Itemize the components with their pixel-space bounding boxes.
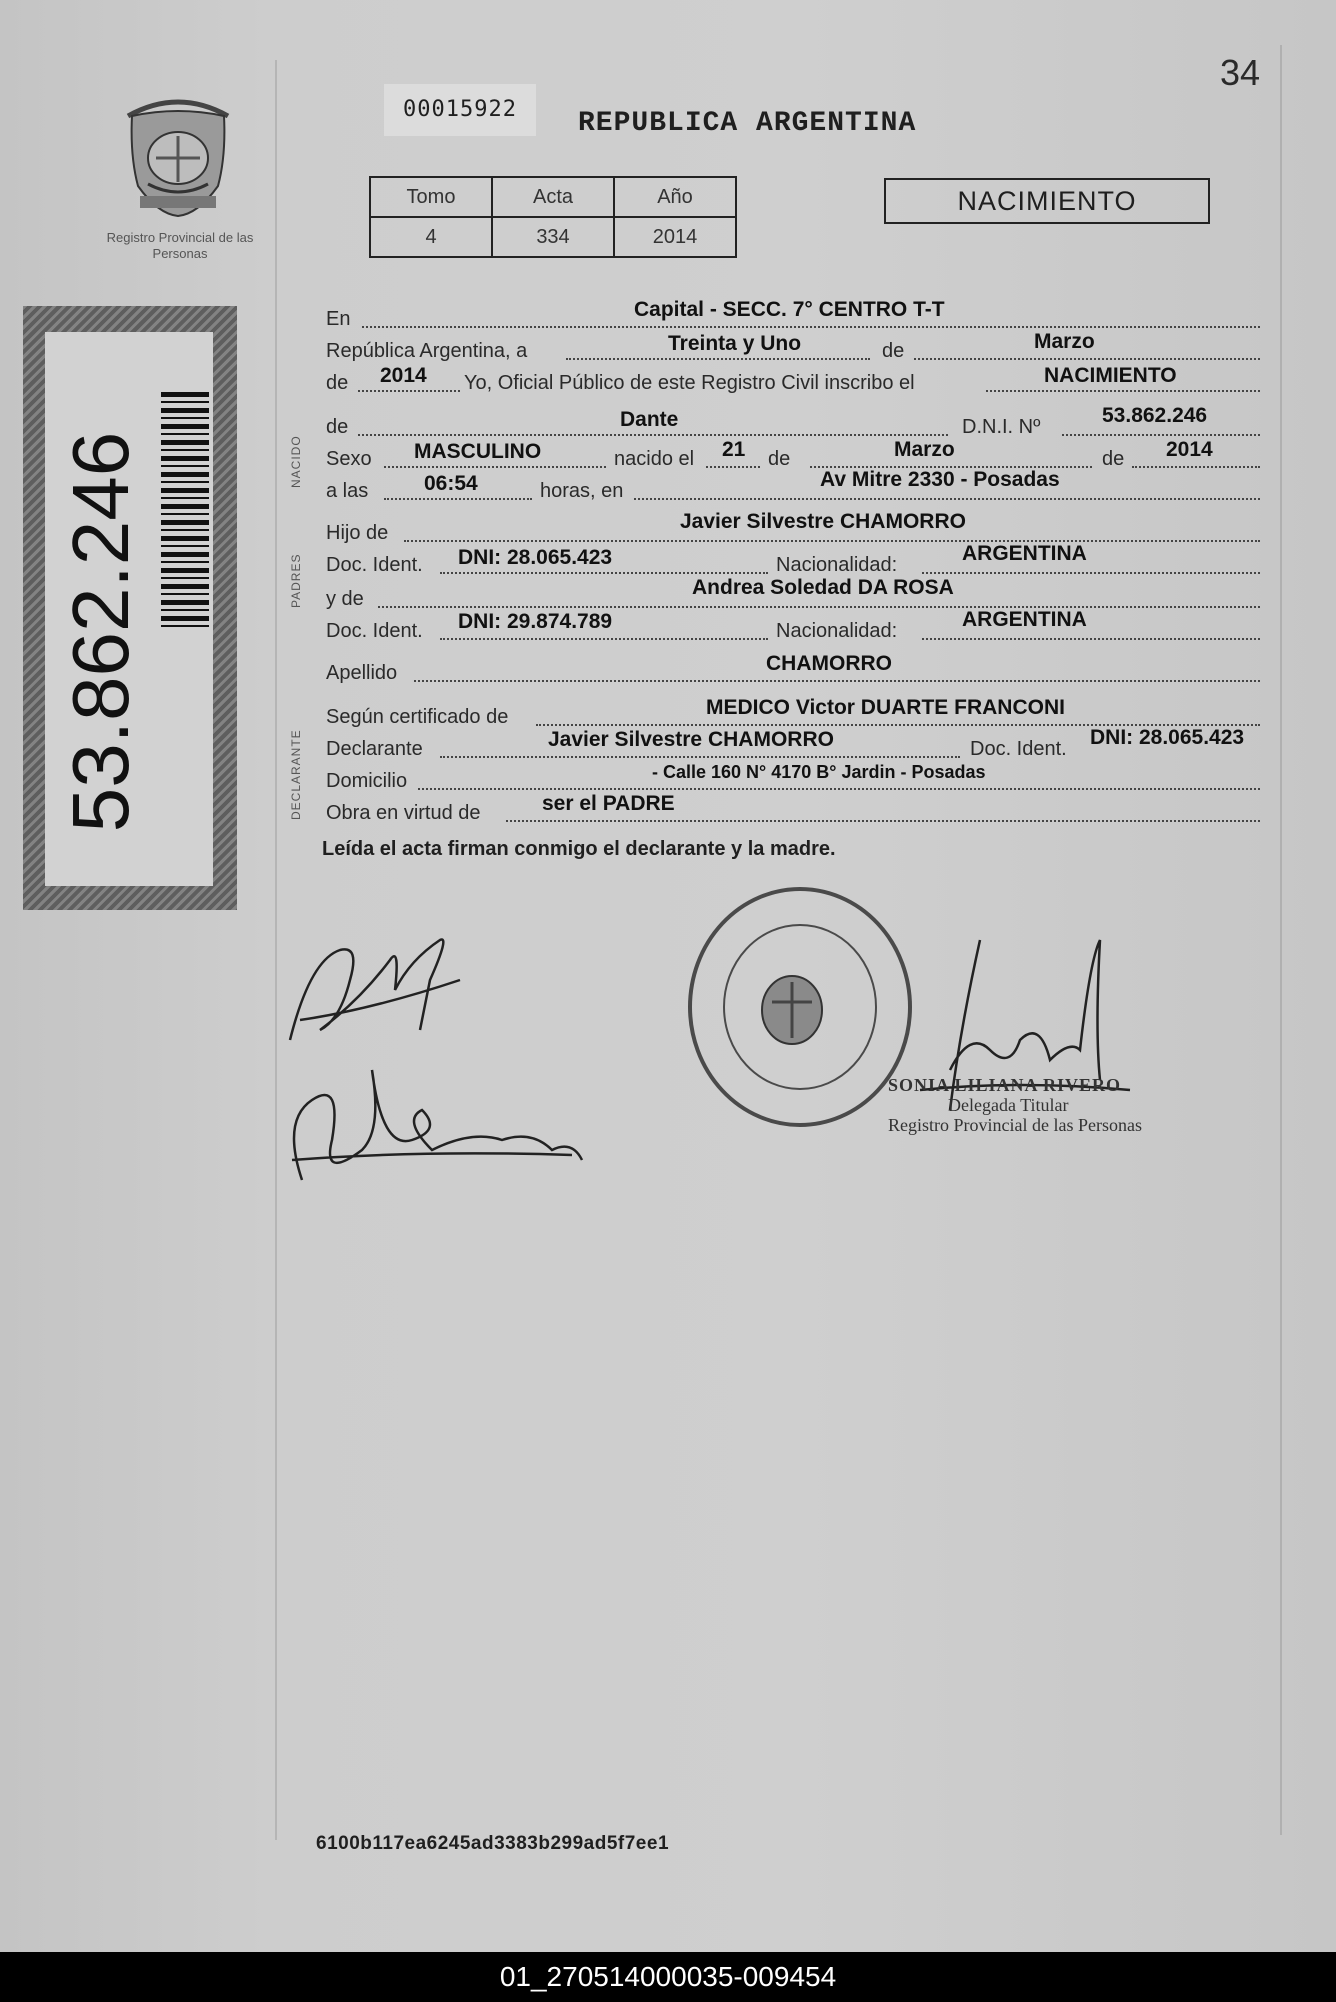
value-padre: Javier Silvestre CHAMORRO — [680, 510, 966, 533]
label-hijo-de: Hijo de — [326, 522, 389, 544]
footer-id: 01_270514000035-009454 — [0, 1952, 1336, 2002]
dots — [362, 326, 1260, 328]
closing-statement: Leída el acta firman conmigo el declarante y la madre. — [322, 838, 836, 860]
value-mes-inscripcion: Marzo — [1034, 330, 1095, 353]
value-anio-inscripcion: 2014 — [380, 364, 427, 387]
label-de: de — [1102, 448, 1125, 470]
record-table — [369, 176, 737, 258]
dots — [358, 390, 460, 392]
label-de: de — [326, 372, 349, 394]
value-anio-nac: 2014 — [1166, 438, 1213, 461]
document-title: REPUBLICA ARGENTINA — [578, 108, 917, 139]
label-yo: Yo, Oficial Público de este Registro Civil inscribo el — [464, 372, 915, 394]
officer-role: Delegada Titular — [948, 1095, 1069, 1115]
label-y-de: y de — [326, 588, 364, 610]
dots — [378, 606, 1260, 608]
label-de: de — [768, 448, 791, 470]
officer-office: Registro Provincial de las Personas — [888, 1115, 1142, 1135]
dots — [506, 820, 1260, 822]
label-obra: Obra en virtud de — [326, 802, 481, 824]
dots — [440, 756, 960, 758]
side-label-declarante: DECLARANTE — [289, 729, 303, 820]
officer-block — [888, 1075, 1142, 1135]
anio-header: Año — [614, 177, 736, 217]
barcode-number: 53.862.246 — [56, 431, 145, 833]
side-label-nacido: NACIDO — [289, 435, 303, 488]
dots — [706, 466, 760, 468]
registry-caption: Registro Provincial de las Personas — [106, 230, 254, 261]
label-declarante: Declarante — [326, 738, 423, 760]
value-obra: ser el PADRE — [542, 792, 675, 815]
dots — [418, 788, 1260, 790]
label-sexo: Sexo — [326, 448, 372, 470]
officer-name: SONIA LILIANA RIVERO — [888, 1075, 1122, 1095]
value-tipo: NACIMIENTO — [1044, 364, 1177, 387]
dots — [634, 498, 1260, 500]
dots — [1062, 434, 1260, 436]
value-madre-nac: ARGENTINA — [962, 608, 1087, 631]
acta-header: Acta — [492, 177, 614, 217]
barcode-label — [23, 306, 237, 910]
value-dia-letras: Treinta y Uno — [668, 332, 802, 355]
side-label-padres: PADRES — [289, 553, 303, 608]
right-margin-rule — [1280, 45, 1282, 1835]
label-nacido-el: nacido el — [614, 448, 695, 470]
serial-number: 00015922 — [384, 84, 536, 136]
value-lugar: Capital - SECC. 7° CENTRO T-T — [634, 298, 945, 321]
label-nacionalidad: Nacionalidad: — [776, 554, 898, 576]
dots — [566, 358, 870, 360]
value-sexo: MASCULINO — [414, 440, 542, 463]
label-doc-ident: Doc. Ident. — [326, 554, 423, 576]
document-hash: 6100b117ea6245ad3383b299ad5f7ee1 — [316, 1833, 670, 1854]
label-segun: Según certificado de — [326, 706, 509, 728]
barcode-panel — [45, 332, 213, 886]
barcode-bars — [161, 392, 209, 632]
dots — [986, 390, 1260, 392]
record-table-header-row — [370, 177, 736, 217]
label-apellido: Apellido — [326, 662, 398, 684]
value-hora: 06:54 — [424, 472, 478, 495]
label-de: de — [326, 416, 349, 438]
label-de: de — [882, 340, 905, 362]
value-domicilio: - Calle 160 N° 4170 B° Jardin - Posadas — [652, 762, 986, 782]
official-stamp-icon — [680, 882, 920, 1132]
dots — [440, 638, 768, 640]
label-a-las: a las — [326, 480, 369, 502]
label-horas-en: horas, en — [540, 480, 624, 502]
record-table-value-row — [370, 217, 736, 257]
anio-value: 2014 — [614, 217, 736, 257]
mother-signature — [272, 1030, 592, 1200]
value-dni: 53.862.246 — [1102, 404, 1208, 427]
value-apellido: CHAMORRO — [766, 652, 892, 675]
dots — [414, 680, 1260, 682]
dots — [914, 358, 1260, 360]
value-certificado: MEDICO Victor DUARTE FRANCONI — [706, 696, 1065, 719]
label-en: En — [326, 308, 351, 330]
value-dia-nac: 21 — [722, 438, 746, 461]
tomo-value: 4 — [370, 217, 492, 257]
value-declarante: Javier Silvestre CHAMORRO — [548, 728, 834, 751]
dots — [1132, 466, 1260, 468]
dots — [384, 498, 532, 500]
label-nacionalidad: Nacionalidad: — [776, 620, 898, 642]
dots — [358, 434, 948, 436]
label-doc-ident: Doc. Ident. — [970, 738, 1067, 760]
dots — [384, 466, 606, 468]
dots — [922, 638, 1260, 640]
label-domicilio: Domicilio — [326, 770, 408, 792]
page-number: 34 — [1220, 52, 1261, 93]
value-madre: Andrea Soledad DA ROSA — [692, 576, 954, 599]
value-lugar-nac: Av Mitre 2330 - Posadas — [820, 468, 1060, 491]
record-type-box: NACIMIENTO — [884, 178, 1210, 224]
dots — [922, 572, 1260, 574]
value-padre-nac: ARGENTINA — [962, 542, 1087, 565]
label-doc-ident: Doc. Ident. — [326, 620, 423, 642]
province-seal-icon — [118, 96, 238, 221]
label-republica: República Argentina, a — [326, 340, 528, 362]
value-padre-doc: DNI: 28.065.423 — [458, 546, 613, 569]
dots — [440, 572, 768, 574]
value-nombre: Dante — [620, 408, 679, 431]
tomo-header: Tomo — [370, 177, 492, 217]
value-declarante-doc: DNI: 28.065.423 — [1090, 726, 1245, 749]
value-madre-doc: DNI: 29.874.789 — [458, 610, 613, 633]
label-dni: D.N.I. Nº — [962, 416, 1041, 438]
acta-value: 334 — [492, 217, 614, 257]
value-mes-nac: Marzo — [894, 438, 955, 461]
dots — [404, 540, 1260, 542]
